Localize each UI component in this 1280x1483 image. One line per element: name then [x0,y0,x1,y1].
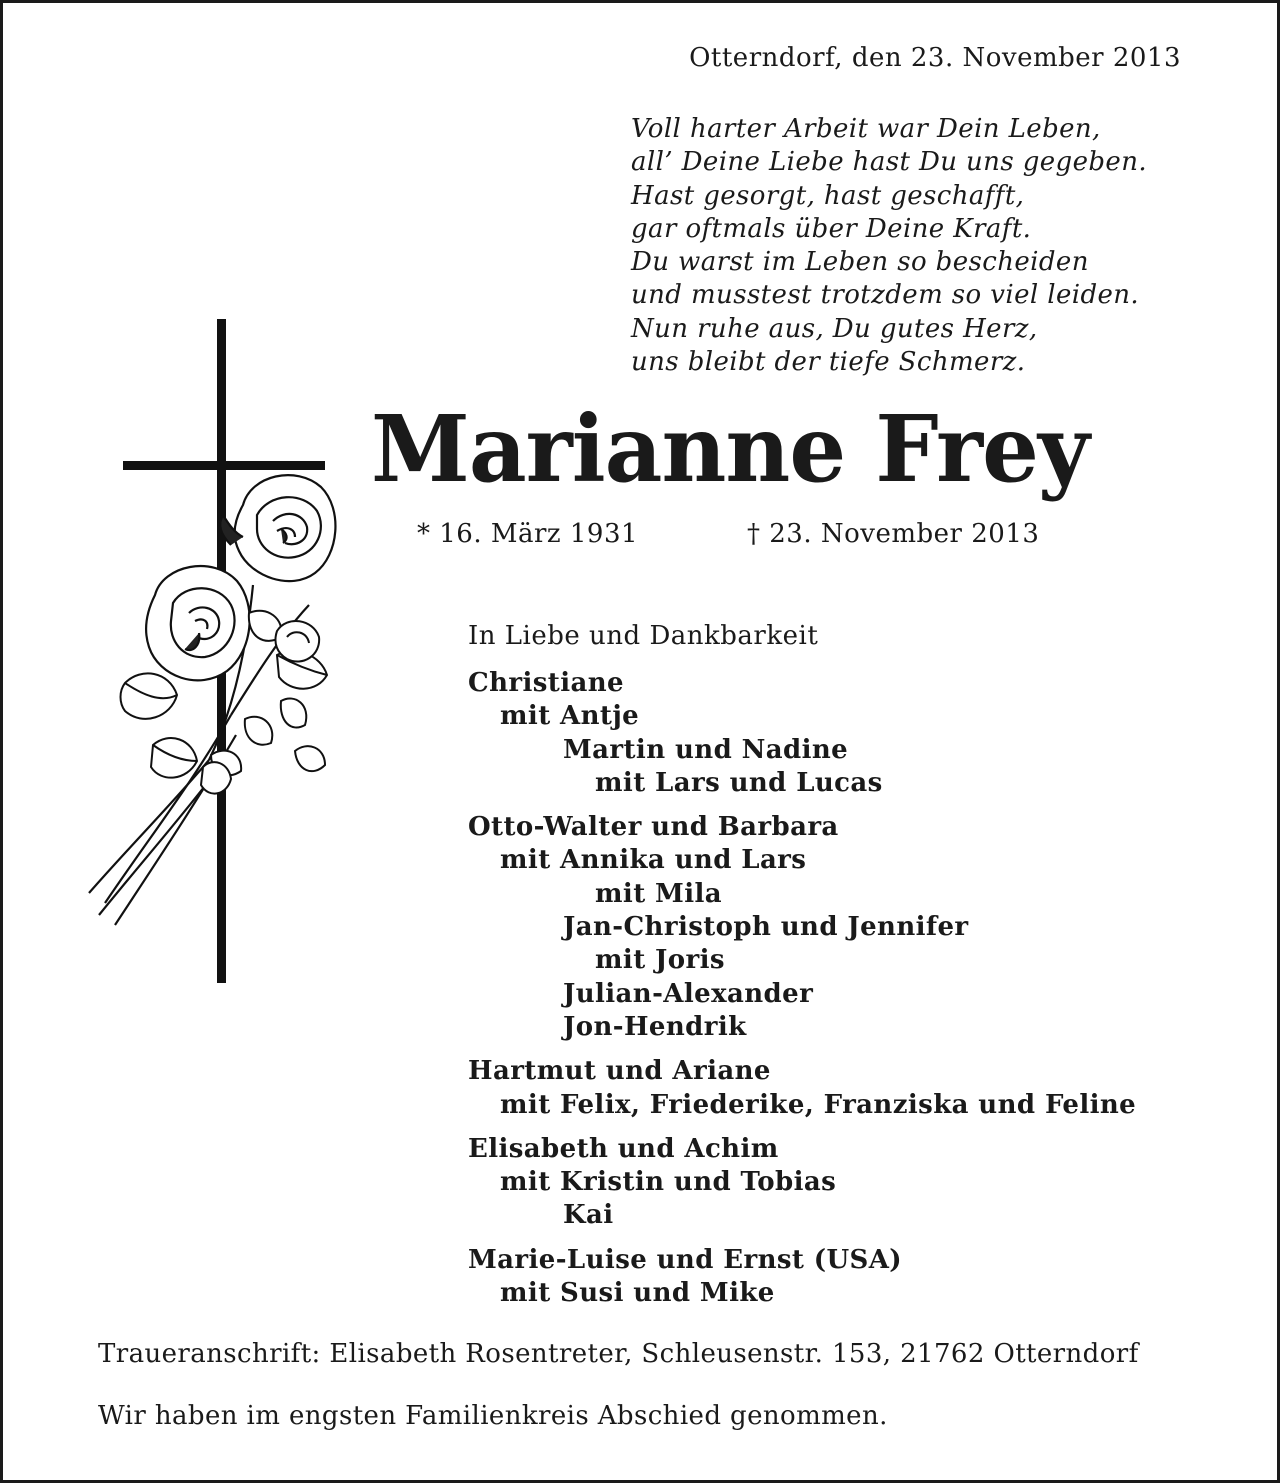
poem [631,113,1147,379]
poem-line: all’ Deine Liebe hast Du uns gegeben. [631,147,1148,178]
closing-note: Wir haben im engsten Familienkreis Abschied genommen. [98,1401,888,1431]
mourner-group [468,1133,1136,1233]
poem-line: Hast gesorgt, hast geschafft, [631,180,1025,211]
poem-line: Voll harter Arbeit war Dein Leben, [631,114,1101,144]
mourner-line: Julian-Alexander [563,978,814,1009]
mourner-line: Kai [563,1200,614,1231]
mourner-line: mit Susi und Mike [500,1278,775,1309]
mourner-line: mit Lars und Lucas [595,767,883,798]
poem-line: und musstest trotzdem so viel leiden. [631,280,1140,311]
mourner-group [468,811,1136,1044]
mourner-line: Elisabeth und Achim [468,1133,779,1164]
mourner-line: Hartmut und Ariane [468,1056,771,1087]
place-date: Otterndorf, den 23. November 2013 [689,43,1181,73]
mourner-line: Jon-Hendrik [563,1011,747,1042]
deceased-name: Marianne Frey [371,395,1089,503]
mourner-line: Christiane [468,668,624,698]
mourner-line: mit Kristin und Tobias [500,1167,837,1198]
poem-line: Nun ruhe aus, Du gutes Herz, [631,313,1038,344]
mourner-line: mit Antje [500,701,640,732]
mourners-list [468,667,1136,1321]
death-date: † 23. November 2013 [747,519,1040,549]
mourner-line: Marie-Luise und Ernst (USA) [468,1244,903,1275]
mourner-line: Jan-Christoph und Jennifer [563,912,969,943]
mourning-address: Traueranschrift: Elisabeth Rosentreter, Schleusenstr. 153, 21762 Otterndorf [98,1339,1139,1369]
mourner-line: Martin und Nadine [563,734,849,765]
mourner-line: mit Mila [595,878,723,909]
mourner-line: mit Joris [595,945,725,976]
mourner-line: mit Annika und Lars [500,845,807,876]
birth-date: * 16. März 1931 [417,519,639,549]
poem-line: gar oftmals über Deine Kraft. [631,213,1032,244]
mourners-intro: In Liebe und Dankbarkeit [468,621,819,651]
mourner-group [468,1244,1136,1311]
mourner-group [468,667,1136,800]
poem-line: Du warst im Leben so bescheiden [631,247,1089,278]
mourner-line: Otto-Walter und Barbara [468,812,839,843]
cross-with-roses-icon [81,315,343,987]
mourner-group [468,1055,1136,1122]
mourner-line: mit Felix, Friederike, Franziska und Feline [500,1089,1137,1120]
poem-line: uns bleibt der tiefe Schmerz. [631,347,1026,378]
